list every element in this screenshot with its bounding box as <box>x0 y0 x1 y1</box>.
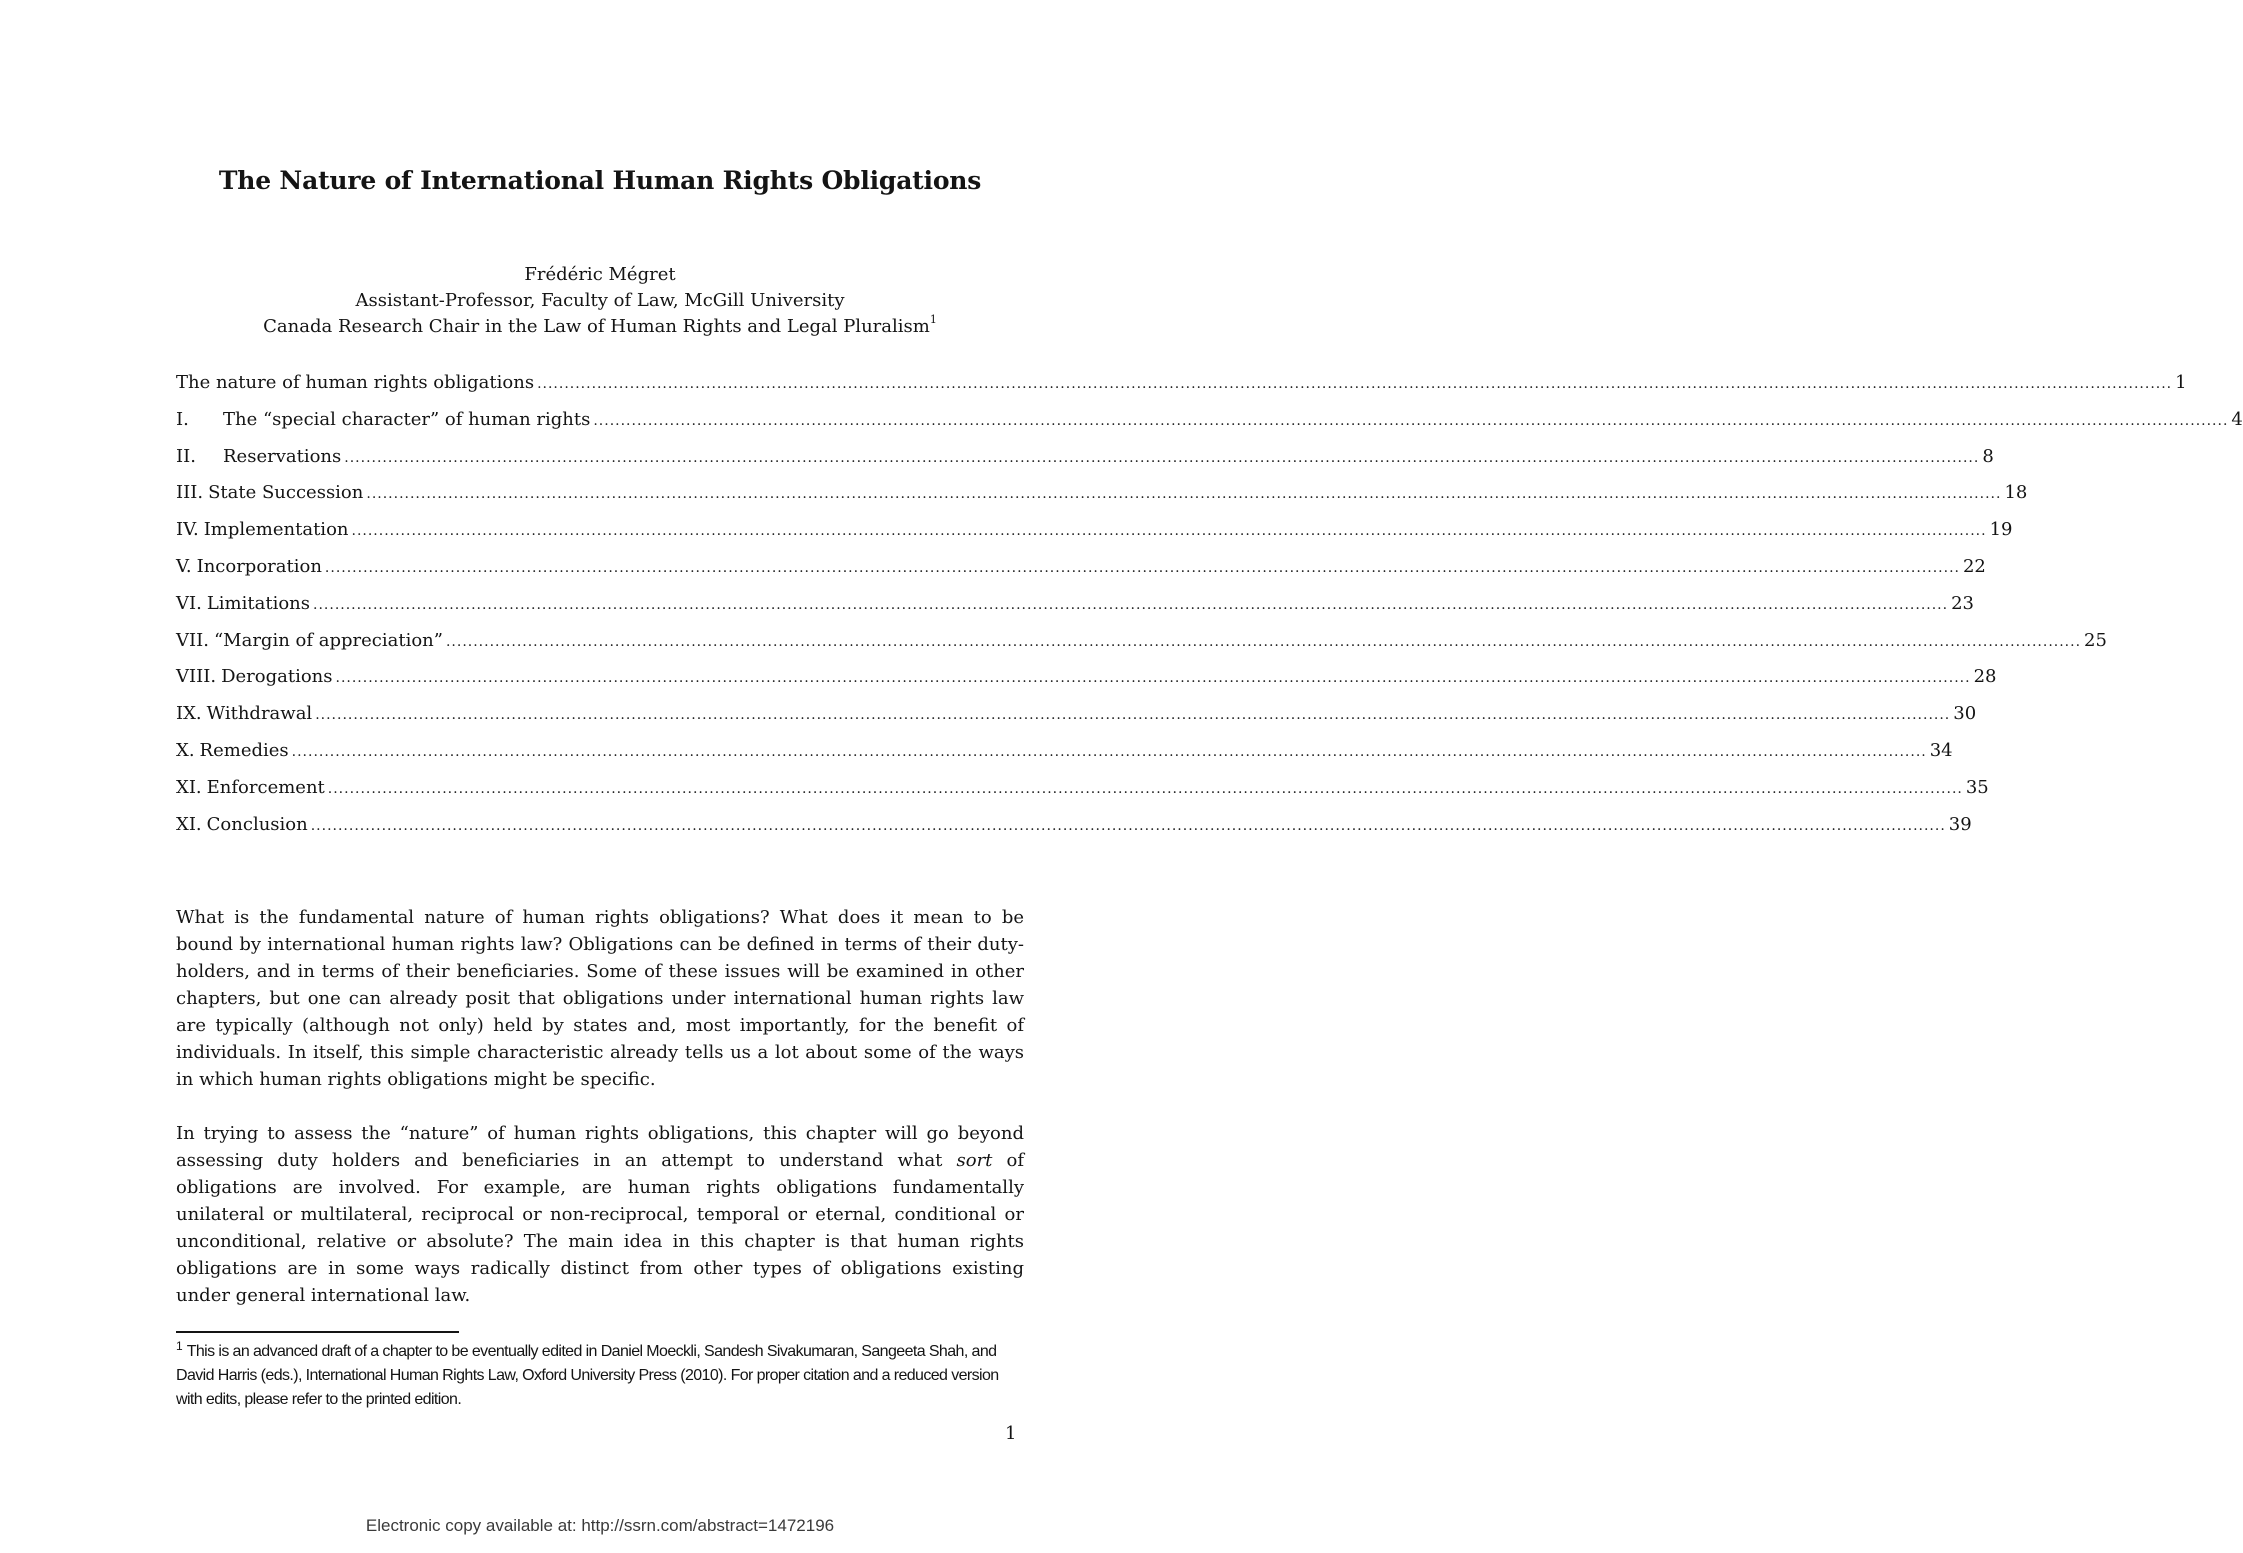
toc-entry[interactable] <box>176 552 1986 589</box>
toc-entry-number: III. <box>176 482 204 504</box>
toc-entry-page: 18 <box>2004 482 2028 504</box>
toc-entry-label: The nature of human rights obligations <box>176 372 535 393</box>
toc-entry-page: 35 <box>1965 776 1989 798</box>
footnote <box>176 1340 1024 1412</box>
toc-entry-page: 1 <box>2175 372 2187 393</box>
toc-entry-label: Reservations <box>223 445 342 467</box>
toc-leader-dots: ............................................................................................................................................................................................................................................................................................................ <box>327 780 1963 797</box>
author-name: Frédéric Mégret <box>524 264 676 285</box>
toc-entry[interactable] <box>176 626 2107 663</box>
toc-leader-dots: ............................................................................................................................................................................................................................................................................................................ <box>315 707 1951 724</box>
toc-entry-number: VIII. <box>176 666 217 688</box>
document-title: The Nature of International Human Rights Obligations <box>218 166 982 195</box>
toc-entry-number: I. <box>176 408 189 430</box>
toc-leader-dots: ............................................................................................................................................................................................................................................................................................................ <box>291 743 1927 760</box>
toc-entry-label: Limitations <box>206 592 311 614</box>
toc-entry-label: Derogations <box>221 666 333 688</box>
author-position: Assistant-Professor, Faculty of Law, McGill University <box>355 290 845 311</box>
toc-entry-page: 25 <box>2084 629 2107 651</box>
toc-entry[interactable] <box>176 699 1977 736</box>
toc-entry-number: V. <box>176 555 192 577</box>
toc-entry-number: XI. <box>176 776 202 798</box>
toc-entry-number: IX. <box>176 703 202 725</box>
toc-entry-label: Enforcement <box>206 776 325 798</box>
toc-entry-page: 34 <box>1929 739 1953 761</box>
toc-entry-page: 8 <box>1982 445 1994 467</box>
footnote-reference[interactable]: 1 <box>929 313 937 326</box>
ssrn-notice[interactable]: Electronic copy available at: http://ssrn.com/abstract=1472196 <box>365 1516 835 1535</box>
body-paragraph: What is the fundamental nature of human rights obligations? What does it mean to be bound by international human rights law? Obligations can be defined in terms of their duty-holders, and in terms of their beneficiaries. Some of these issues will be examined in other chapters, but one can already posit that obligations under international human rights law are typically (although not only) held by states and, most importantly, for the benefit of individuals. In itself, this simple characteristic already tells us a lot about some of the ways in which human rights obligations might be specific. <box>176 907 1024 1090</box>
footnote-separator <box>176 1331 459 1333</box>
toc-entry[interactable] <box>176 810 1972 847</box>
toc-leader-dots: ............................................................................................................................................................................................................................................................................................................ <box>593 412 2229 429</box>
toc-entry-page: 39 <box>1948 813 1972 835</box>
author-chair <box>0 314 1200 340</box>
footnote-text: This is an advanced draft of a chapter to be eventually edited in Daniel Moeckli, Sandesh Sivakumaran, Sangeeta Shah, and David Harris (eds.), International Human Rights Law, Oxford University Press (2010). For proper citation and a reduced version with edits, please refer to the printed edition. <box>176 1343 999 1408</box>
toc-entry-page: 28 <box>1973 666 1997 688</box>
toc-leader-dots: ............................................................................................................................................................................................................................................................................................................ <box>537 376 2173 392</box>
toc-entry-label: Implementation <box>203 519 349 541</box>
toc-leader-dots: ............................................................................................................................................................................................................................................................................................................ <box>351 523 1987 540</box>
toc-entry-label: Withdrawal <box>206 703 313 725</box>
toc-entry-label: Remedies <box>199 739 289 761</box>
body-paragraph <box>176 1120 1024 1309</box>
toc-entry-label: “Margin of appreciation” <box>213 629 443 651</box>
toc-entry[interactable] <box>176 736 1953 773</box>
toc-leader-dots: ............................................................................................................................................................................................................................................................................................................ <box>310 817 1946 834</box>
toc-entry-number: IV. <box>176 519 199 541</box>
toc-entry-label: The “special character” of human rights <box>223 408 591 430</box>
toc-leader-dots: ............................................................................................................................................................................................................................................................................................................ <box>313 596 1949 613</box>
toc-entry-page: 19 <box>1989 519 2013 541</box>
toc-entry-number: VI. <box>176 592 202 614</box>
toc-entry[interactable] <box>176 773 1989 810</box>
table-of-contents <box>176 368 2243 846</box>
toc-entry-number: X. <box>176 739 195 761</box>
footnote-mark: 1 <box>176 1339 183 1353</box>
toc-leader-dots: ............................................................................................................................................................................................................................................................................................................ <box>344 449 1980 466</box>
emphasis-text: sort <box>956 1150 993 1171</box>
toc-entry[interactable] <box>176 442 1994 479</box>
toc-entry[interactable] <box>176 405 2243 442</box>
toc-entry[interactable] <box>176 662 1997 699</box>
toc-entry-page: 23 <box>1951 592 1974 614</box>
paragraph-text: of obligations are involved. For example, are human rights obligations fundamentally unilateral or multilateral, reciprocal or non-reciprocal, temporal or eternal, conditional or unconditional, relative or absolute? The main idea in this chapter is that human rights obligations are in some ways radically distinct from other types of obligations existing under general international law. <box>176 1150 1024 1306</box>
author-chair-text: Canada Research Chair in the Law of Human Rights and Legal Pluralism <box>263 316 930 337</box>
toc-entry-number: VII. <box>176 629 209 651</box>
toc-entry[interactable] <box>176 368 2187 405</box>
toc-entry-label: Incorporation <box>196 555 322 577</box>
toc-entry-page: 4 <box>2231 408 2243 430</box>
page-number: 1 <box>1005 1423 1017 1444</box>
toc-entry[interactable] <box>176 589 1974 626</box>
author-block <box>0 262 1200 340</box>
toc-entry-number: XI. <box>176 813 202 835</box>
toc-entry[interactable] <box>176 478 2028 515</box>
toc-leader-dots: ............................................................................................................................................................................................................................................................................................................ <box>445 633 2082 650</box>
toc-entry-number: II. <box>176 445 196 467</box>
toc-leader-dots: ............................................................................................................................................................................................................................................................................................................ <box>324 559 1960 576</box>
toc-entry-page: 22 <box>1962 555 1986 577</box>
toc-entry-label: State Succession <box>208 482 364 504</box>
toc-entry-label: Conclusion <box>206 813 308 835</box>
paragraph-text: In trying to assess the “nature” of human rights obligations, this chapter will go beyond assessing duty holders and beneficiaries in an attempt to understand what <box>176 1123 1024 1171</box>
toc-leader-dots: ............................................................................................................................................................................................................................................................................................................ <box>366 486 2002 503</box>
toc-entry-page: 30 <box>1953 703 1977 725</box>
toc-entry[interactable] <box>176 515 2013 552</box>
toc-leader-dots: ............................................................................................................................................................................................................................................................................................................ <box>335 670 1971 687</box>
